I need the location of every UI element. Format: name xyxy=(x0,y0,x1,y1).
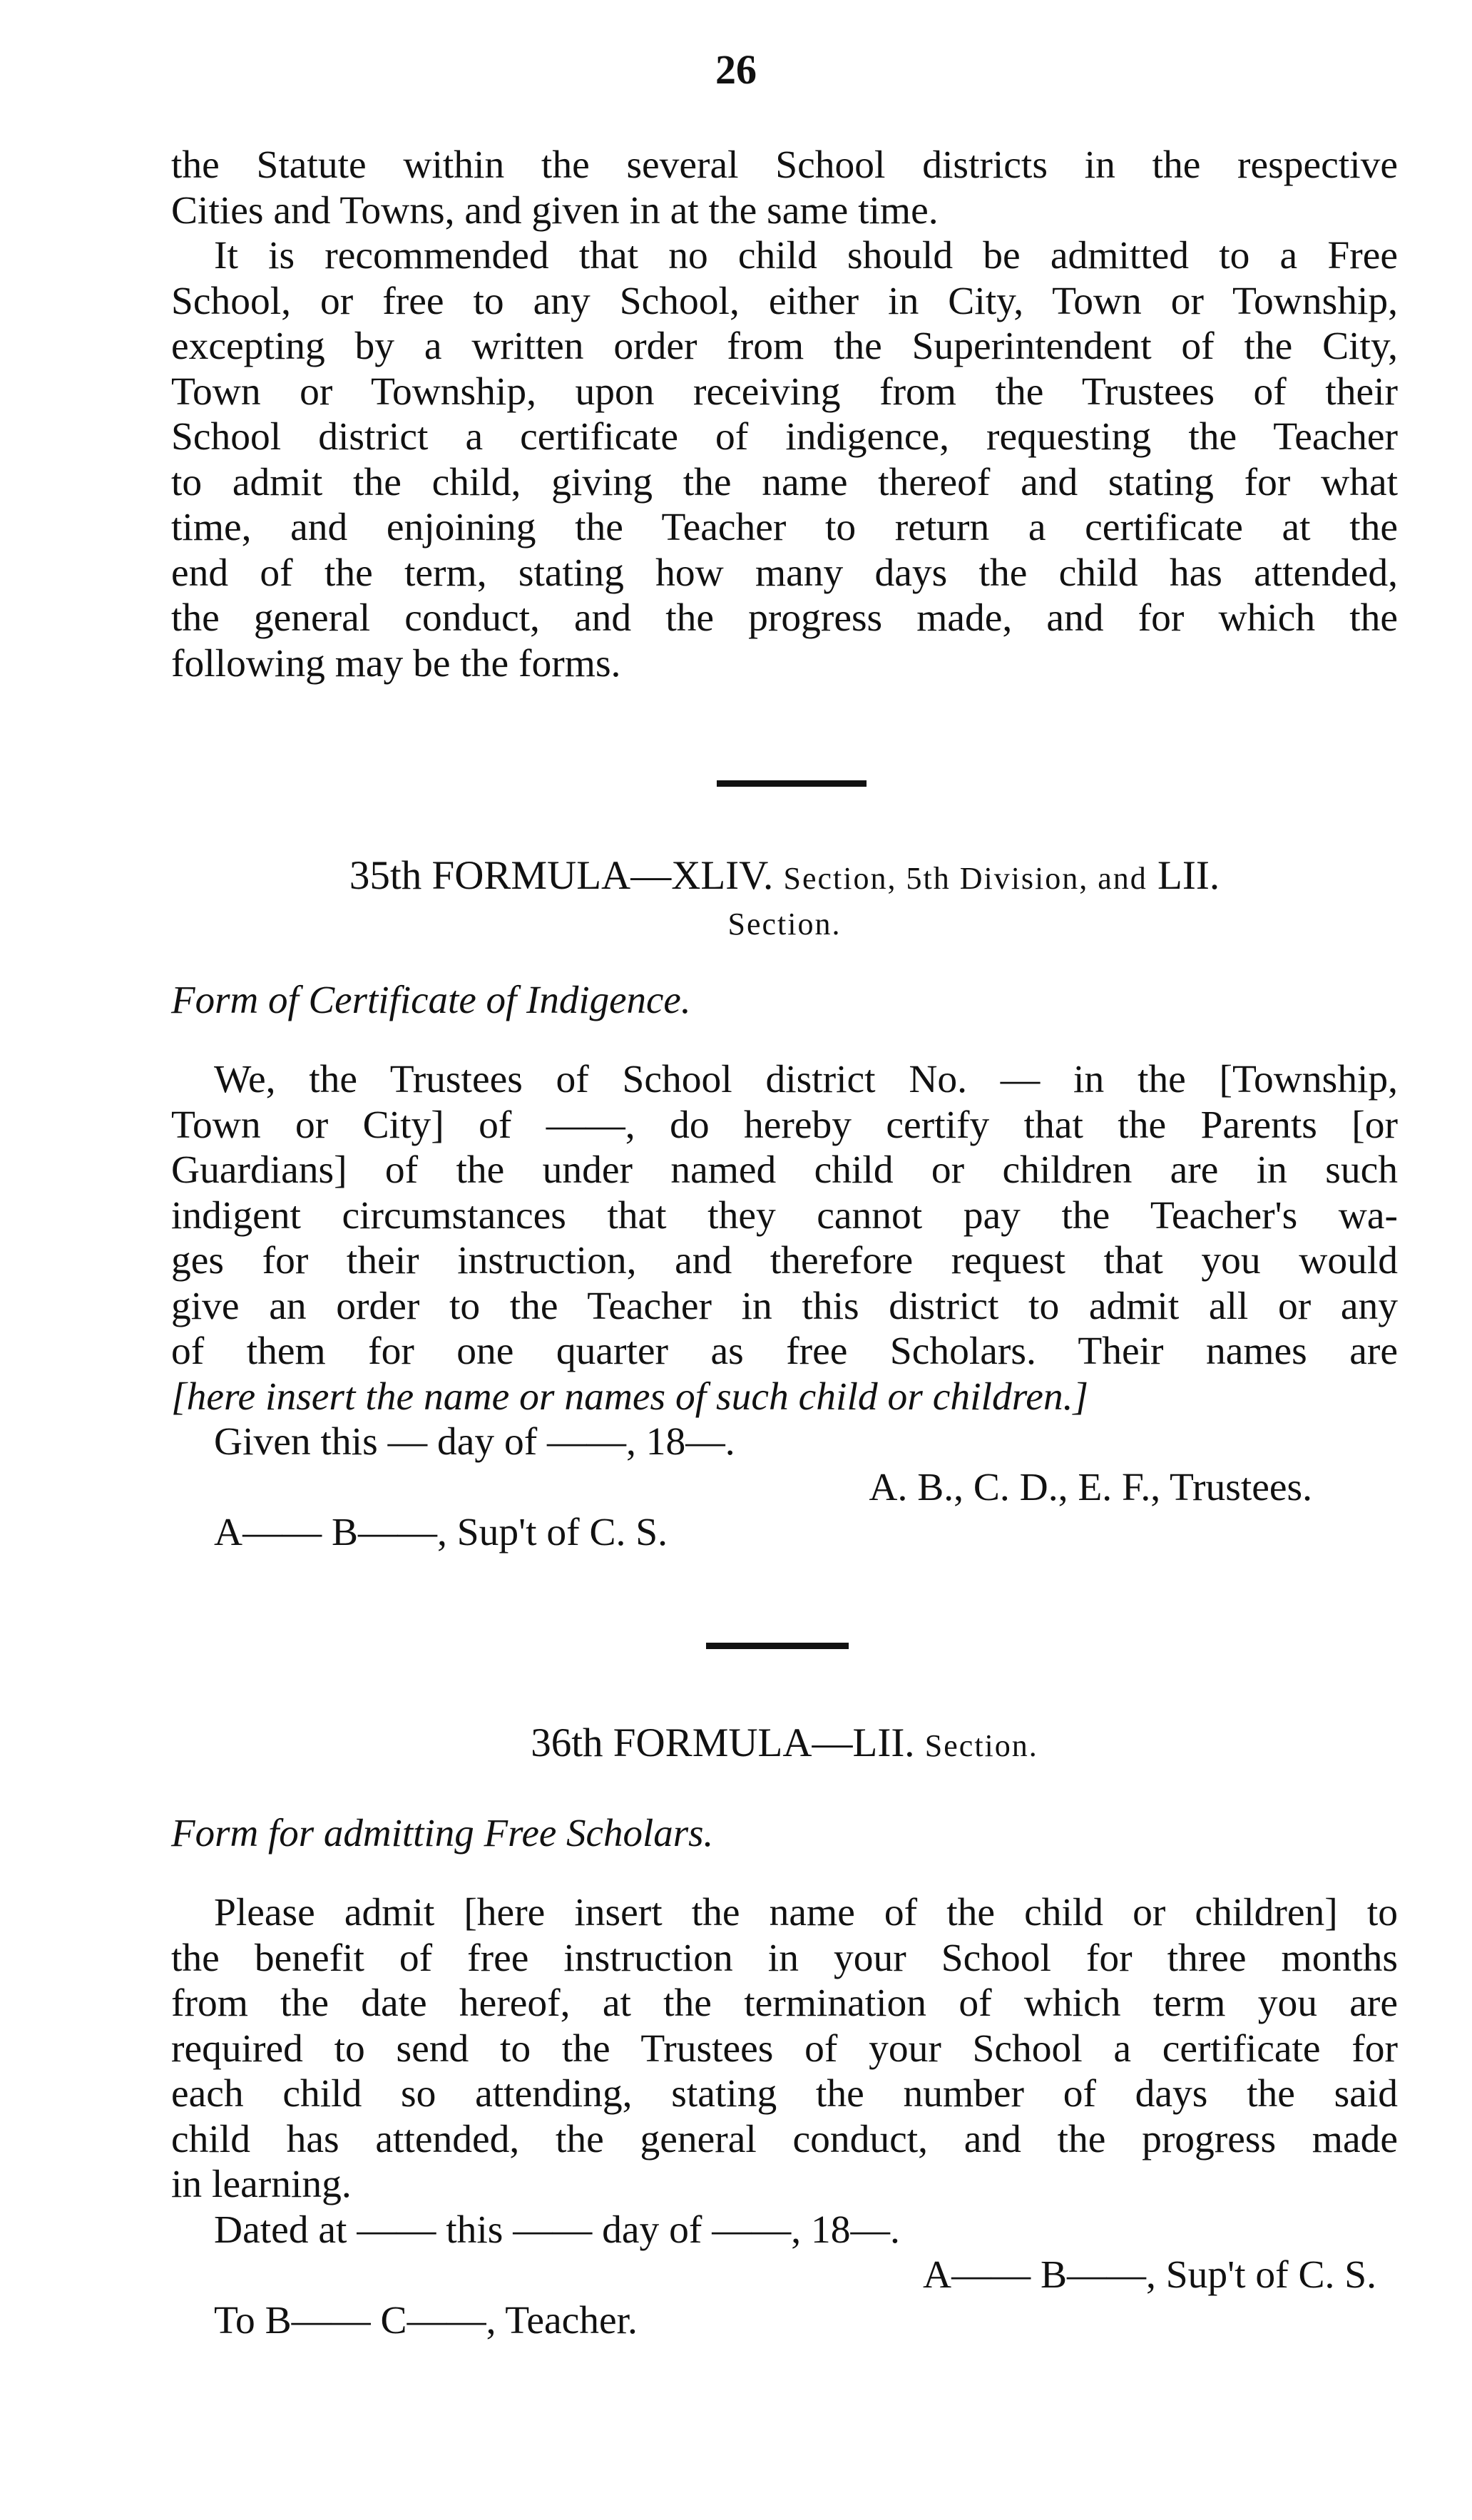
text-line: end of the term, stating how many days the child has attended, xyxy=(171,551,1398,595)
text-line: indigent circumstances that they cannot pay the Teacher's wa- xyxy=(171,1193,1398,1238)
text-line: School district a certificate of indigence, requesting the Teacher xyxy=(171,415,1398,459)
superintendent-signature: A—— B——, Sup't of C. S. xyxy=(214,1511,668,1554)
formula-36-heading xyxy=(143,1720,1426,1769)
text-line: the general conduct, and the progress made, and for which the xyxy=(171,596,1398,640)
formula-35-title: 35th FORMULA—XLIV. xyxy=(349,853,774,898)
intro-paragraph xyxy=(171,143,1398,686)
superintendent-signature: A—— B——, Sup't of C. S. xyxy=(922,2253,1376,2297)
formula-35-heading xyxy=(143,853,1426,947)
text-line: following may be the forms. xyxy=(171,641,621,685)
text-line: from the date hereof, at the termination of which term you are xyxy=(171,1981,1398,2025)
text-line: ges for their instruction, and therefore request that you would xyxy=(171,1239,1398,1282)
text-line: Town or Township, upon receiving from the Trustees of their xyxy=(171,369,1398,414)
text-line: give an order to the Teacher in this district to admit all or any xyxy=(171,1284,1398,1328)
trustees-signature: A. B., C. D., E. F., Trustees. xyxy=(869,1465,1312,1509)
text-line: required to send to the Trustees of your School a certificate for xyxy=(171,2026,1398,2071)
text-line: to admit the child, giving the name thereof and stating for what xyxy=(171,460,1398,504)
text-line: Town or City] of ——, do hereby certify that the Parents [or xyxy=(171,1103,1398,1147)
text-line: Please admit [here insert the name of the child or children] to xyxy=(214,1891,1398,1934)
text-line: Cities and Towns, and given in at the same time. xyxy=(171,188,939,233)
formula-36-form-title: Form for admitting Free Scholars. xyxy=(171,1811,714,1855)
formula-36-title: 36th FORMULA—LII. xyxy=(531,1720,915,1765)
addressee-line: To B—— C——, Teacher. xyxy=(214,2298,638,2342)
formula-35-body xyxy=(171,1057,1398,1556)
text-line: of them for one quarter as free Scholars. Their names are xyxy=(171,1330,1398,1373)
text-line: [here insert the name or names of such child or children.] xyxy=(171,1374,1089,1419)
formula-36-section: Section. xyxy=(924,1728,1038,1763)
section-divider xyxy=(717,780,867,787)
section-divider xyxy=(706,1643,849,1649)
text-line: child has attended, the general conduct, and the progress made xyxy=(171,2117,1398,2161)
formula-35-section: Section, 5th Division, and xyxy=(783,861,1148,896)
text-line: excepting by a written order from the Superintendent of the City, xyxy=(171,325,1398,368)
text-line: It is recommended that no child should be admitted to a Free xyxy=(214,234,1398,277)
formula-36-body xyxy=(171,1890,1398,2343)
text-line: Guardians] of the under named child or children are in such xyxy=(171,1148,1398,1192)
text-line: the Statute within the several School districts in the respective xyxy=(171,143,1398,187)
given-line: Given this — day of ——, 18—. xyxy=(214,1420,735,1464)
dated-line: Dated at —— this —— day of ——, 18—. xyxy=(214,2208,900,2252)
formula-35-section-line2: Section. xyxy=(727,907,842,942)
text-line: each child so attending, stating the number of days the said xyxy=(171,2072,1398,2116)
text-line: time, and enjoining the Teacher to return a certificate at the xyxy=(171,506,1398,549)
text-line: School, or free to any School, either in City, Town or Township, xyxy=(171,279,1398,323)
formula-35-form-title: Form of Certificate of Indigence. xyxy=(171,978,691,1021)
formula-35-roman: LII. xyxy=(1157,853,1220,898)
page-number: 26 xyxy=(715,46,757,93)
text-line: We, the Trustees of School district No. — in the [Township, xyxy=(214,1058,1398,1101)
text-line: in learning. xyxy=(171,2163,352,2206)
text-line: the benefit of free instruction in your School for three months xyxy=(171,1936,1398,1980)
